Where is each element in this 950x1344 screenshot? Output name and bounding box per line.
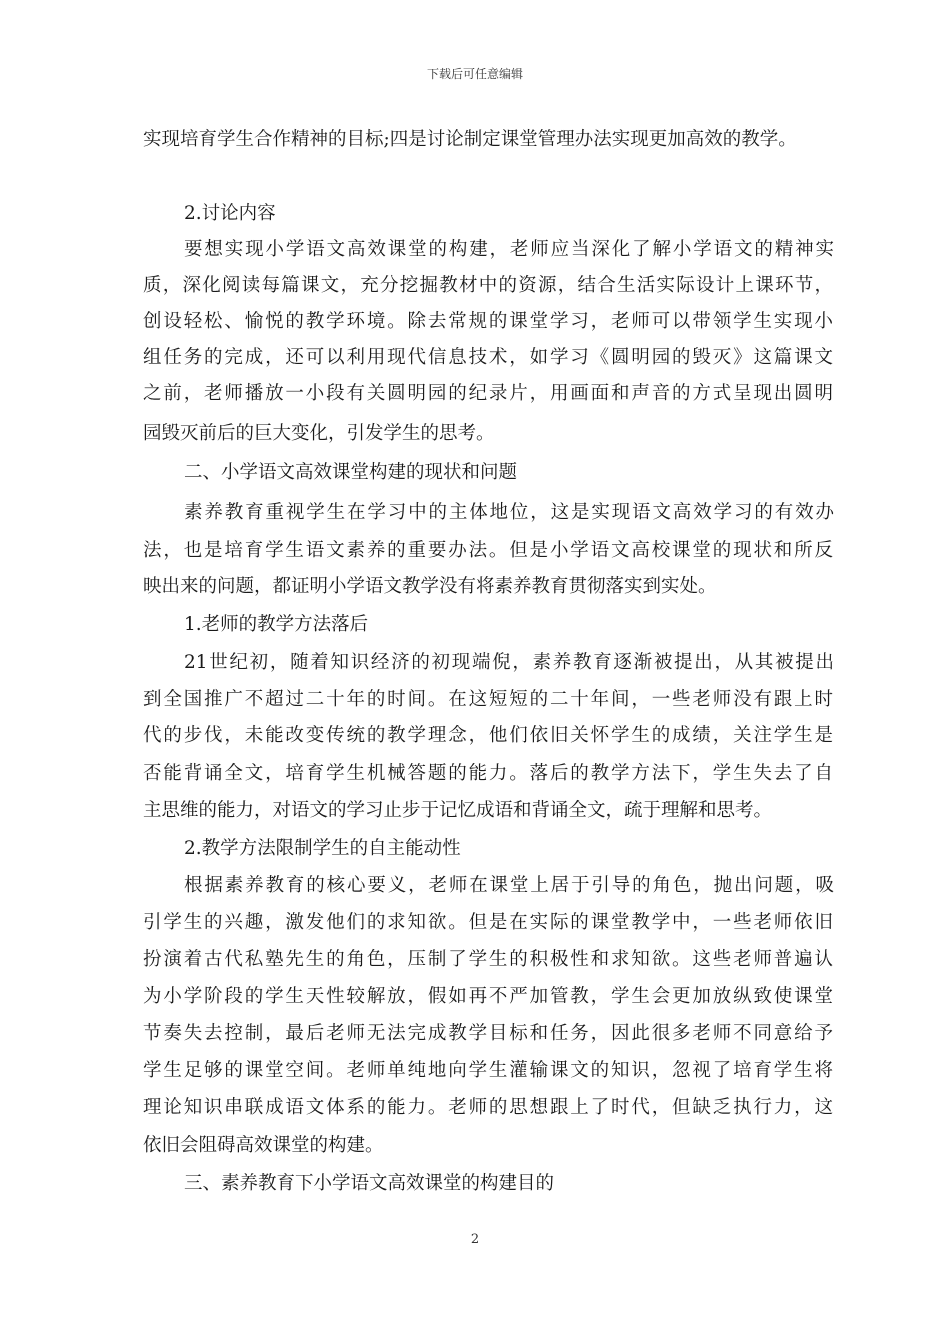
paragraph-line: 主思维的能力，对语文的学习止步于记忆成语和背诵全文，疏于理解和思考。	[143, 800, 773, 821]
paragraph-line: 映出来的问题，都证明小学语文教学没有将素养教育贯彻落实到实处。	[143, 576, 717, 597]
paragraph-line: 根据素养教育的核心要义，老师在课堂上居于引导的角色，抛出问题，吸	[184, 875, 834, 896]
paragraph-line: 创设轻松、愉悦的教学环境。除去常规的课堂学习，老师可以带领学生实现小	[143, 311, 833, 332]
section-heading: 2.讨论内容	[184, 203, 276, 224]
section-heading: 1.老师的教学方法落后	[184, 614, 369, 635]
paragraph-line: 园毁灭前后的巨大变化，引发学生的思考。	[143, 423, 495, 444]
section-heading: 2.教学方法限制学生的自主能动性	[184, 838, 461, 859]
paragraph-line: 否能背诵全文，培育学生机械答题的能力。落后的教学方法下，学生失去了自	[143, 763, 833, 784]
paragraph-line: 要想实现小学语文高效课堂的构建，老师应当深化了解小学语文的精神实	[184, 239, 834, 260]
paragraph-line: 学生足够的课堂空间。老师单纯地向学生灌输课文的知识，忽视了培育学生将	[143, 1060, 833, 1081]
page-number: 2	[470, 1232, 480, 1247]
paragraph-line: 理论知识串联成语文体系的能力。老师的思想跟上了时代，但缺乏执行力，这	[143, 1097, 833, 1118]
paragraph-line: 依旧会阻碍高效课堂的构建。	[143, 1135, 384, 1156]
section-heading: 三、素养教育下小学语文高效课堂的构建目的	[184, 1173, 555, 1194]
paragraph-line: 法，也是培育学生语文素养的重要办法。但是小学语文高校课堂的现状和所反	[143, 540, 833, 561]
paragraph-line: 之前，老师播放一小段有关圆明园的纪录片，用画面和声音的方式呈现出圆明	[143, 383, 833, 404]
paragraph-line: 到全国推广不超过二十年的时间。在这短短的二十年间，一些老师没有跟上时	[143, 689, 833, 710]
paragraph-line: 引学生的兴趣，激发他们的求知欲。但是在实际的课堂教学中，一些老师依旧	[143, 912, 833, 933]
section-heading: 二、小学语文高效课堂构建的现状和问题	[184, 462, 518, 483]
paragraph-line: 为小学阶段的学生天性较解放，假如再不严加管教，学生会更加放纵致使课堂	[143, 986, 833, 1007]
paragraph-line: 代的步伐，未能改变传统的教学理念，他们依旧关怀学生的成绩，关注学生是	[143, 725, 833, 746]
paragraph-line: 节奏失去控制，最后老师无法完成教学目标和任务，因此很多老师不同意给予	[143, 1023, 833, 1044]
paragraph-line: 实现培育学生合作精神的目标;四是讨论制定课堂管理办法实现更加高效的教学。	[143, 129, 797, 150]
paragraph-line: 扮演着古代私塾先生的角色，压制了学生的积极性和求知欲。这些老师普遍认	[143, 949, 833, 970]
paragraph-line: 组任务的完成，还可以利用现代信息技术，如学习《圆明园的毁灭》这篇课文	[143, 347, 833, 368]
page-header: 下载后可任意编辑	[426, 67, 523, 81]
paragraph-line: 素养教育重视学生在学习中的主体地位，这是实现语文高效学习的有效办	[184, 502, 834, 523]
paragraph-line: 21世纪初，随着知识经济的初现端倪，素养教育逐渐被提出，从其被提出	[184, 652, 834, 673]
paragraph-line: 质，深化阅读每篇课文，充分挖掘教材中的资源，结合生活实际设计上课环节，	[143, 275, 833, 296]
